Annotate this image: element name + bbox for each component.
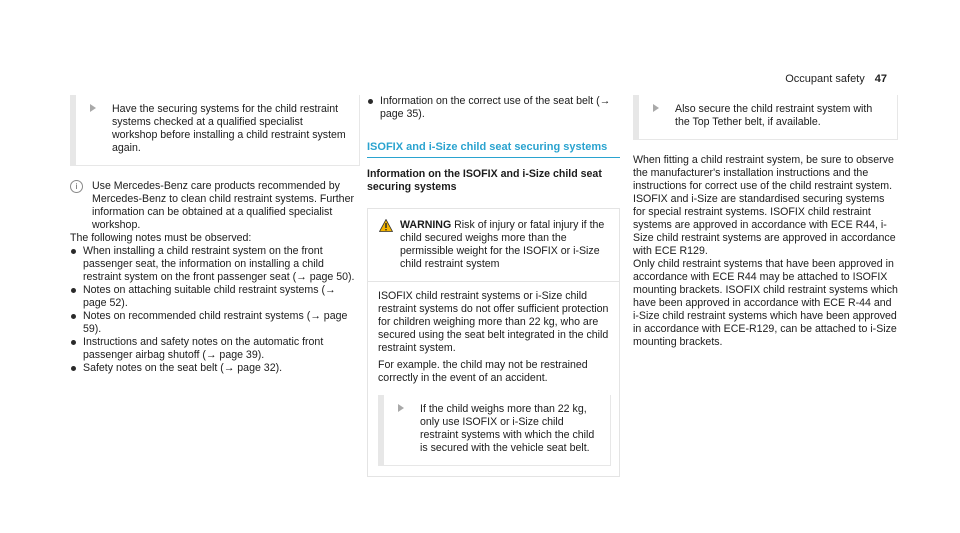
warning-paragraph: ISOFIX child restraint systems or i-Size child restraint systems do not offer sufficient protection for children weighing more than 22 kg, who are secured using the seat belt integrated in the child restraint system. [378, 290, 609, 354]
notes-intro: The following notes must be observed: [70, 232, 252, 244]
step-arrow-icon [90, 104, 96, 112]
list-item: Safety notes on the seat belt (→ page 32). [70, 362, 360, 375]
body-paragraph: ISOFIX and i-Size are standardised securing systems for special restraint systems. ISOFIX child restraint systems are approved in accordance with ECE R44, i-Size child restraint systems are approved in accordance with ECE R129. [633, 193, 896, 257]
section-title: ISOFIX and i-Size child seat securing systems [367, 141, 620, 158]
step-text: Also secure the child restraint system with the Top Tether belt, if available. [675, 103, 873, 128]
list-item: Notes on recommended child restraint systems (→ page 59). [70, 310, 360, 336]
list-item: Notes on attaching suitable child restraint systems (→ page 52). [70, 284, 360, 310]
step-text: Have the securing systems for the child restraint systems checked at a qualified specialist workshop before installing a child restraint system again. [112, 103, 346, 154]
page-header-title: Occupant safety [785, 73, 865, 85]
column-1 [70, 95, 360, 375]
body-paragraph: When fitting a child restraint system, be sure to observe the manufacturer's installation instructions and the instructions for correct use of the child restraint system. [633, 154, 894, 192]
action-step [633, 95, 898, 140]
info-icon: i [70, 180, 83, 193]
subsection-title: Information on the ISOFIX and i-Size child seat securing systems [367, 168, 602, 193]
warning-label: WARNING [400, 219, 452, 231]
warning-header [368, 219, 619, 282]
step-text: If the child weighs more than 22 kg, only use ISOFIX or i-Size child restraint systems with which the child is secured with the vehicle seat belt. [420, 403, 595, 454]
column-2 [367, 95, 620, 477]
list-item: When installing a child restraint system on the front passenger seat, the information on installing a child restraint system on the front passenger seat (→ page 50). [70, 245, 360, 284]
step-arrow-icon [653, 104, 659, 112]
step-arrow-icon [398, 404, 404, 412]
warning-box [367, 208, 620, 477]
column-3 [633, 95, 898, 349]
body-paragraph: Only child restraint systems that have been approved in accordance with ECE R44 may be attached to ISOFIX mounting brackets. ISOFIX child restraint systems which have been approved in accordance with ECE R-44 and i-Size child restraint systems which have been approved in accordance with ECE-R129, can be attached to i-Size mounting brackets. [633, 258, 898, 348]
notes-list-continued [367, 95, 620, 121]
action-step [378, 395, 611, 466]
page-header [785, 73, 887, 86]
action-step [70, 95, 360, 166]
list-item: Information on the correct use of the seat belt (→ page 35). [367, 95, 620, 121]
note-text: Use Mercedes-Benz care products recommended by Mercedes-Benz to clean child restraint systems. Further information can be obtained at a qualified specialist workshop. [92, 180, 354, 231]
warning-triangle-icon [379, 219, 393, 232]
page-number: 47 [874, 73, 887, 85]
list-item: Instructions and safety notes on the automatic front passenger airbag shutoff (→ page 39). [70, 336, 360, 362]
environment-note [70, 180, 360, 232]
warning-paragraph: For example. the child may not be restrained correctly in the event of an accident. [378, 359, 588, 384]
notes-list [70, 245, 360, 375]
warning-text: Risk of injury or fatal injury if the child secured weighs more than the permissible weight for the ISOFIX or i-Size child restraint system [400, 219, 605, 270]
